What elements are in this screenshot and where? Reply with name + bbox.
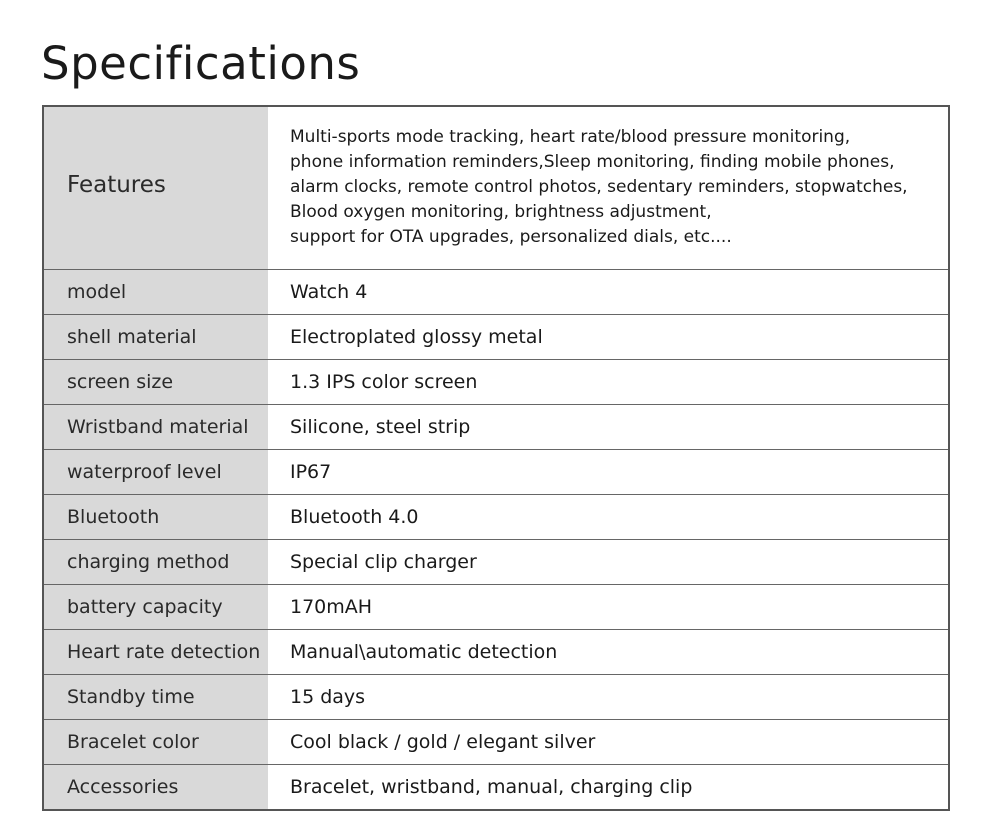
spec-value: Manual\automatic detection: [268, 630, 949, 675]
spec-label: battery capacity: [43, 585, 268, 630]
page-title: Specifications: [41, 37, 361, 90]
table-row: [43, 270, 949, 315]
spec-value: Silicone, steel strip: [268, 405, 949, 450]
spec-value: 170mAH: [268, 585, 949, 630]
spec-value: IP67: [268, 450, 949, 495]
spec-label: Bluetooth: [43, 495, 268, 540]
spec-value: Cool black / gold / elegant silver: [268, 720, 949, 765]
spec-label: Wristband material: [43, 405, 268, 450]
table-row: [43, 540, 949, 585]
features-line: phone information reminders,Sleep monitoring, finding mobile phones,: [290, 151, 895, 172]
spec-value: Electroplated glossy metal: [268, 315, 949, 360]
table-row: [43, 585, 949, 630]
features-text: [290, 119, 948, 258]
features-line: support for OTA upgrades, personalized dials, etc....: [290, 226, 732, 247]
table-row-features: [43, 106, 949, 270]
spec-label: Bracelet color: [43, 720, 268, 765]
table-row: [43, 675, 949, 720]
spec-label: charging method: [43, 540, 268, 585]
spec-label: shell material: [43, 315, 268, 360]
table-row: [43, 720, 949, 765]
table-row: [43, 450, 949, 495]
spec-value: Bracelet, wristband, manual, charging clip: [268, 765, 949, 811]
table-row: [43, 495, 949, 540]
spec-label: Heart rate detection: [43, 630, 268, 675]
spec-value: Watch 4: [268, 270, 949, 315]
table-row: [43, 765, 949, 811]
features-line: alarm clocks, remote control photos, sedentary reminders, stopwatches,: [290, 176, 908, 197]
spec-label: Accessories: [43, 765, 268, 811]
spec-label: Standby time: [43, 675, 268, 720]
specifications-table: [42, 105, 950, 811]
spec-value: 1.3 IPS color screen: [268, 360, 949, 405]
features-line: Blood oxygen monitoring, brightness adjustment,: [290, 201, 712, 222]
table-row: [43, 360, 949, 405]
spec-label: waterproof level: [43, 450, 268, 495]
spec-value: Special clip charger: [268, 540, 949, 585]
spec-value-features: [268, 106, 949, 270]
table-row: [43, 630, 949, 675]
table-row: [43, 405, 949, 450]
spec-label: model: [43, 270, 268, 315]
table-row: [43, 315, 949, 360]
spec-value: Bluetooth 4.0: [268, 495, 949, 540]
spec-value: 15 days: [268, 675, 949, 720]
spec-label: screen size: [43, 360, 268, 405]
spec-label: Features: [43, 106, 268, 270]
features-line: Multi-sports mode tracking, heart rate/blood pressure monitoring,: [290, 126, 851, 147]
